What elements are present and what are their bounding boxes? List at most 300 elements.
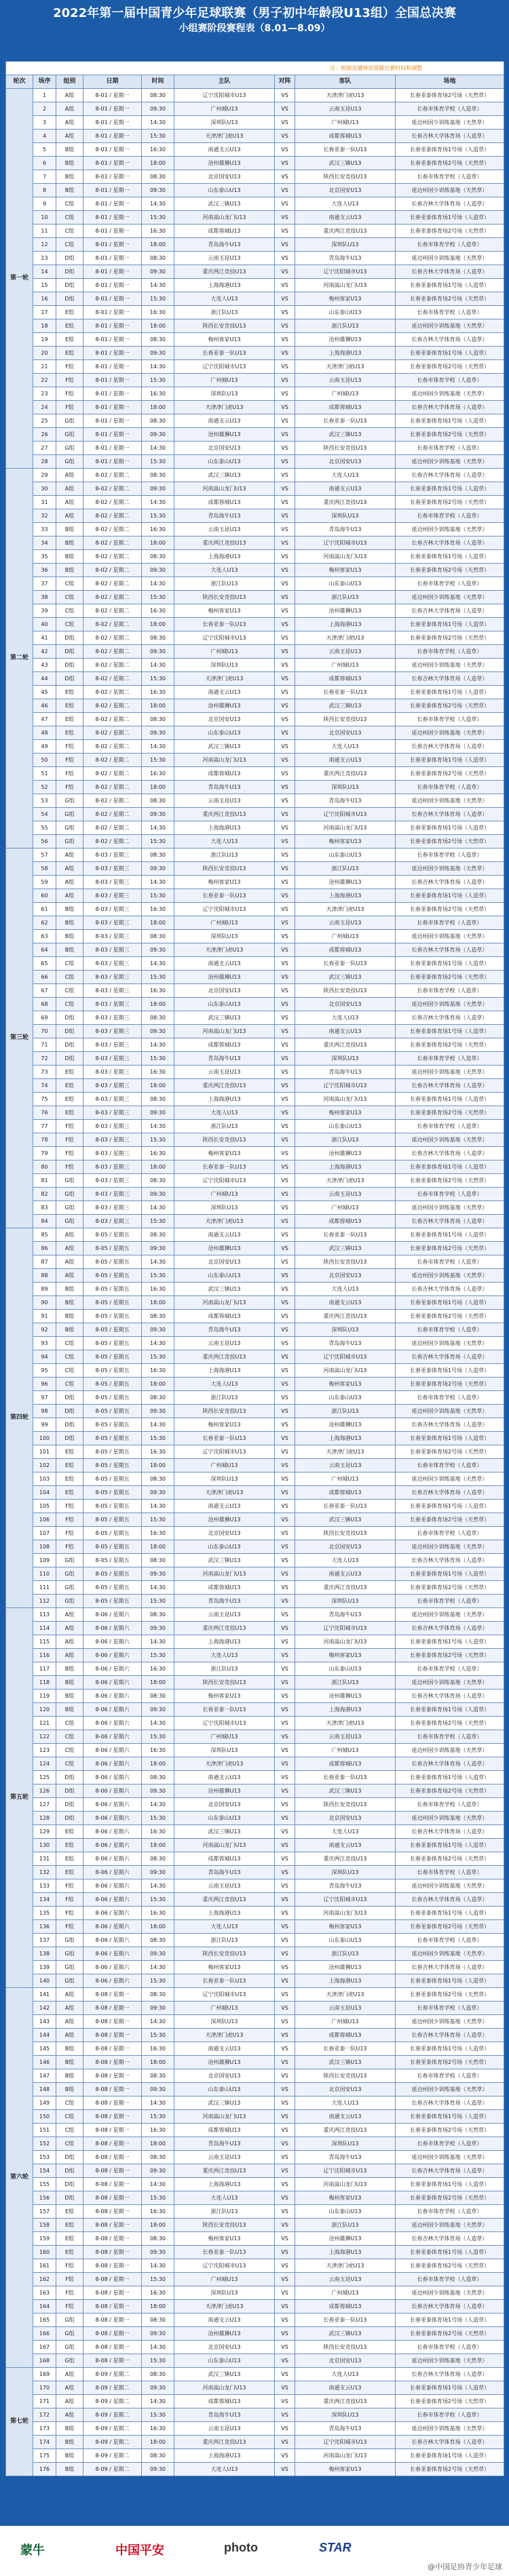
home-team: 沧州雄狮U13 [174,699,275,713]
home-team: 大连人U13 [174,835,275,848]
match-number: 128 [33,1812,56,1825]
vs-cell: VS [275,672,295,686]
table-row [6,1581,504,1595]
vs-cell: VS [275,591,295,604]
away-team: 河南嵩山龙门U13 [295,1364,396,1378]
table-row [6,1323,504,1337]
venue-cell: 长春市体育学校（人造草） [396,577,504,591]
venue-cell: 长春吉林大学体育场（人造草） [396,265,504,279]
date-cell: 8-01 / 星期一 [83,319,142,333]
venue-cell: 长春亚泰体育场2号场（天然草） [396,1649,504,1662]
home-team: 成都蓉城U13 [174,1852,275,1866]
away-team: 云南玉昆U13 [295,2273,396,2286]
home-team: 北京国安U13 [174,1255,275,1269]
away-team: 深圳队U13 [295,781,396,794]
away-team: 青岛海牛U13 [295,1879,396,1893]
column-header: 日期 [83,75,142,89]
table-row [6,292,504,306]
group-cell: E组 [56,1866,83,1879]
home-team: 辽宁沈阳城市U13 [174,631,275,645]
vs-cell: VS [275,2056,295,2069]
home-team: 浙江队U13 [174,306,275,319]
table-row [6,1690,504,1703]
venue-cell: 长春市体育学校（人造草） [396,2273,504,2286]
away-team: 上海海港U13 [295,889,396,903]
home-team: 天津津门虎U13 [174,2029,275,2042]
time-cell: 09:30 [142,1622,174,1635]
vs-cell: VS [275,984,295,998]
vs-cell: VS [275,1893,295,1907]
table-row [6,252,504,265]
time-cell: 14:30 [142,1879,174,1893]
away-team: 深圳队U13 [295,1595,396,1608]
away-team: 南通支云U13 [295,1839,396,1852]
away-team: 沧州雄狮U13 [295,333,396,347]
group-cell: A组 [56,1255,83,1269]
date-cell: 8-03 / 星期三 [83,1120,142,1133]
away-team: 沧州雄狮U13 [295,876,396,889]
match-number: 9 [33,197,56,211]
away-team: 梅州客家U13 [295,292,396,306]
time-cell: 09:30 [142,347,174,360]
home-team: 山东泰山U13 [174,455,275,469]
group-cell: B组 [56,550,83,564]
vs-cell: VS [275,1405,295,1418]
vs-cell: VS [275,1174,295,1188]
column-header: 客队 [295,75,396,89]
date-cell: 8-06 / 星期六 [83,1744,142,1757]
group-cell: D组 [56,2164,83,2178]
vs-cell: VS [275,442,295,455]
date-cell: 8-08 / 星期一 [83,2096,142,2110]
date-cell: 8-05 / 星期五 [83,1554,142,1567]
date-cell: 8-01 / 星期一 [83,225,142,238]
group-cell: F组 [56,2259,83,2273]
home-team: 深圳队U13 [174,1472,275,1486]
vs-cell: VS [275,1622,295,1635]
away-team: 深圳队U13 [295,1052,396,1066]
home-team: 深圳队U13 [174,930,275,943]
home-team: 青岛海牛U13 [174,238,275,252]
home-team: 深圳队U13 [174,2286,275,2300]
vs-cell: VS [275,1825,295,1839]
match-number: 158 [33,2219,56,2232]
vs-cell: VS [275,1744,295,1757]
table-row [6,1771,504,1784]
away-team: 河南嵩山龙门U13 [295,279,396,292]
match-number: 130 [33,1839,56,1852]
time-cell: 14:30 [142,496,174,509]
match-number: 49 [33,740,56,754]
round-label: 第一轮 [6,89,33,469]
date-cell: 8-08 / 星期一 [83,2069,142,2083]
away-team: 梅州客家U13 [295,2463,396,2476]
date-cell: 8-05 / 星期五 [83,1310,142,1323]
table-row [6,2191,504,2205]
away-team: 广州城U13 [295,2015,396,2029]
table-row [6,469,504,482]
home-team: 北京国安U13 [174,2069,275,2083]
date-cell: 8-05 / 星期五 [83,1323,142,1337]
group-cell: C组 [56,618,83,631]
vs-cell: VS [275,2205,295,2219]
match-number: 121 [33,1717,56,1730]
match-number: 86 [33,1242,56,1255]
group-cell: A组 [56,130,83,143]
date-cell: 8-01 / 星期一 [83,252,142,265]
home-team: 河南嵩山龙门U13 [174,211,275,225]
away-team: 河南嵩山龙门U13 [295,1907,396,1920]
venue-cell: 长春亚泰体育场1号场（人造草） [396,1907,504,1920]
table-row [6,2042,504,2056]
time-cell: 09:30 [142,1486,174,1500]
venue-cell: 长春市体育学校（人造草） [396,1730,504,1744]
group-cell: B组 [56,930,83,943]
home-team: 上海海港U13 [174,279,275,292]
table-row [6,2137,504,2151]
match-number: 56 [33,835,56,848]
venue-cell: 长春亚泰体育场2号场（天然草） [396,1784,504,1798]
table-row [6,1622,504,1635]
time-cell: 08:30 [142,1228,174,1242]
venue-cell: 长春吉林大学体育场（人造草） [396,2232,504,2246]
group-cell: E组 [56,726,83,740]
home-team: 山东泰山U13 [174,1812,275,1825]
vs-cell: VS [275,523,295,536]
group-cell: F组 [56,2300,83,2314]
date-cell: 8-03 / 星期三 [83,1188,142,1201]
venue-cell: 长春吉林大学体育场（人造草） [396,943,504,957]
away-team: 沧州雄狮U13 [295,1690,396,1703]
date-cell: 8-03 / 星期三 [83,1052,142,1066]
date-cell: 8-02 / 星期二 [83,631,142,645]
home-team: 成都蓉城U13 [174,1038,275,1052]
match-number: 146 [33,2056,56,2069]
home-team: 梅州客家U13 [174,604,275,618]
time-cell: 15:30 [142,1052,174,1066]
venue-cell: 延边州国少训练基地（天然草） [396,116,504,130]
home-team: 上海海港U13 [174,2178,275,2191]
home-team: 沧州雄狮U13 [174,1513,275,1527]
date-cell: 8-08 / 星期一 [83,2151,142,2164]
vs-cell: VS [275,2422,295,2436]
match-number: 140 [33,1974,56,1988]
match-number: 149 [33,2096,56,2110]
table-row [6,618,504,631]
home-team: 云南玉昆U13 [174,252,275,265]
table-row [6,1988,504,2002]
table-row [6,889,504,903]
away-team: 北京国安U13 [295,2083,396,2096]
group-cell: A组 [56,116,83,130]
group-cell: G组 [56,2341,83,2354]
date-cell: 8-06 / 星期六 [83,1934,142,1947]
time-cell: 08:30 [142,930,174,943]
table-row [6,2083,504,2096]
venue-cell: 长春亚泰体育场2号场（天然草） [396,2395,504,2408]
group-cell: F组 [56,1120,83,1133]
date-cell: 8-01 / 星期一 [83,428,142,442]
vs-cell: VS [275,2246,295,2259]
date-cell: 8-02 / 星期二 [83,767,142,781]
time-cell: 14:30 [142,1201,174,1215]
home-team: 天津津门虎U13 [174,2300,275,2314]
away-team: 重庆两江竞技U13 [295,1310,396,1323]
venue-cell: 长春吉林大学体育场（人造草） [396,2368,504,2381]
home-team: 南通支云U13 [174,2042,275,2056]
venue-cell: 长春吉林大学体育场（人造草） [396,876,504,889]
vs-cell: VS [275,808,295,821]
home-team: 武汉三镇U13 [174,1825,275,1839]
match-number: 139 [33,1961,56,1974]
away-team: 武汉三镇U13 [295,1242,396,1255]
vs-cell: VS [275,1228,295,1242]
match-number: 168 [33,2354,56,2368]
table-row [6,496,504,509]
home-team: 辽宁沈阳城市U13 [174,2259,275,2273]
match-number: 145 [33,2042,56,2056]
time-cell: 16:30 [142,604,174,618]
group-cell: D组 [56,672,83,686]
home-team: 天津津门虎U13 [174,401,275,414]
group-cell: E组 [56,1852,83,1866]
table-row [6,645,504,659]
table-row [6,2056,504,2069]
venue-cell: 长春吉林大学体育场（人造草） [396,1011,504,1025]
date-cell: 8-01 / 星期一 [83,238,142,252]
match-number: 102 [33,1459,56,1472]
venue-cell: 长春吉林大学体育场（人造草） [396,808,504,821]
time-cell: 16:30 [142,2124,174,2137]
venue-cell: 长春亚泰体育场2号场（天然草） [396,2056,504,2069]
time-cell: 15:30 [142,2110,174,2124]
home-team: 上海海港U13 [174,821,275,835]
venue-cell: 延边州国少训练基地（天然草） [396,1269,504,1283]
match-number: 117 [33,1662,56,1676]
home-team: 武汉三镇U13 [174,1283,275,1296]
group-cell: F组 [56,374,83,387]
time-cell: 14:30 [142,821,174,835]
date-cell: 8-08 / 星期一 [83,2029,142,2042]
date-cell: 8-01 / 星期一 [83,89,142,102]
venue-cell: 长春亚泰体育场1号场（人造草） [396,2314,504,2327]
home-team: 长春亚泰一队U13 [174,347,275,360]
time-cell: 09:30 [142,1242,174,1255]
vs-cell: VS [275,1025,295,1038]
table-row [6,509,504,523]
vs-cell: VS [275,835,295,848]
time-cell: 08:30 [142,252,174,265]
date-cell: 8-02 / 星期二 [83,672,142,686]
date-cell: 8-02 / 星期二 [83,794,142,808]
vs-cell: VS [275,2002,295,2015]
away-team: 青岛海牛U13 [295,2151,396,2164]
match-number: 1 [33,89,56,102]
vs-cell: VS [275,876,295,889]
time-cell: 15:30 [142,1432,174,1445]
match-number: 34 [33,536,56,550]
group-cell: E组 [56,1106,83,1120]
venue-cell: 长春亚泰体育场1号场（人造草） [396,143,504,157]
home-team: 武汉三镇U13 [174,2096,275,2110]
home-team: 深圳队U13 [174,387,275,401]
home-team: 山东泰山U13 [174,726,275,740]
date-cell: 8-01 / 星期一 [83,292,142,306]
time-cell: 14:30 [142,1581,174,1595]
vs-cell: VS [275,2286,295,2300]
table-row [6,699,504,713]
home-team: 辽宁沈阳城市U13 [174,1174,275,1188]
home-team: 长春亚泰一队U13 [174,1703,275,1717]
venue-cell: 长春市体育学校（人造草） [396,1459,504,1472]
time-cell: 14:30 [142,2178,174,2191]
away-team: 河南嵩山龙门U13 [295,1635,396,1649]
home-team: 上海海港U13 [174,1093,275,1106]
group-cell: F组 [56,2273,83,2286]
date-cell: 8-06 / 星期六 [83,1784,142,1798]
home-team: 梅州客家U13 [174,1690,275,1703]
time-cell: 08:30 [142,1472,174,1486]
home-team: 武汉三镇U13 [174,740,275,754]
home-team: 重庆两江竞技U13 [174,808,275,821]
time-cell: 15:30 [142,2191,174,2205]
vs-cell: VS [275,930,295,943]
time-cell: 14:30 [142,876,174,889]
group-cell: F组 [56,754,83,767]
date-cell: 8-05 / 星期五 [83,1405,142,1418]
table-row [6,2354,504,2368]
away-team: 长春亚泰一队U13 [295,143,396,157]
match-number: 23 [33,387,56,401]
date-cell: 8-06 / 星期六 [83,1879,142,1893]
time-cell: 15:30 [142,211,174,225]
time-cell: 16:30 [142,143,174,157]
time-cell: 15:30 [142,2273,174,2286]
time-cell: 18:00 [142,157,174,170]
table-row [6,808,504,821]
venue-cell: 长春亚泰体育场2号场（天然草） [396,496,504,509]
venue-cell: 长春吉林大学体育场（人造草） [396,672,504,686]
time-cell: 14:30 [142,197,174,211]
match-number: 134 [33,1893,56,1907]
vs-cell: VS [275,401,295,414]
time-cell: 15:30 [142,1812,174,1825]
venue-cell: 长春吉林大学体育场（人造草） [396,2029,504,2042]
venue-cell: 长春吉林大学体育场（人造草） [396,401,504,414]
home-team: 浙江队U13 [174,1934,275,1947]
vs-cell: VS [275,2368,295,2381]
venue-cell: 长春市体育学校（人造草） [396,645,504,659]
date-cell: 8-02 / 星期二 [83,808,142,821]
column-header: 组别 [56,75,83,89]
vs-cell: VS [275,1839,295,1852]
venue-cell: 长春市体育学校（人造草） [396,102,504,116]
time-cell: 16:30 [142,1825,174,1839]
group-cell: C组 [56,1757,83,1771]
away-team: 云南玉昆U13 [295,2002,396,2015]
group-cell: A组 [56,469,83,482]
group-cell: B组 [56,564,83,577]
match-number: 144 [33,2029,56,2042]
date-cell: 8-06 / 星期六 [83,1690,142,1703]
date-cell: 8-06 / 星期六 [83,1961,142,1974]
match-number: 96 [33,1378,56,1391]
group-cell: C组 [56,591,83,604]
group-cell: C组 [56,238,83,252]
group-cell: D组 [56,1418,83,1432]
match-number: 2 [33,102,56,116]
match-number: 61 [33,903,56,916]
vs-cell: VS [275,1812,295,1825]
match-number: 81 [33,1174,56,1188]
away-team: 武汉三镇U13 [295,428,396,442]
venue-cell: 长春亚泰体育场2号场（天然草） [396,1242,504,1255]
home-team: 长春亚泰一队U13 [174,1974,275,1988]
match-number: 64 [33,943,56,957]
away-team: 浙江队U13 [295,319,396,333]
match-number: 174 [33,2436,56,2449]
venue-cell: 延边州国少训练基地（天然草） [396,319,504,333]
time-cell: 14:30 [142,442,174,455]
date-cell: 8-09 / 星期二 [83,2449,142,2463]
group-cell: F组 [56,1527,83,1540]
time-cell: 08:30 [142,1690,174,1703]
vs-cell: VS [275,1730,295,1744]
table-row [6,2164,504,2178]
home-team: 云南玉昆U13 [174,2151,275,2164]
away-team: 成都蓉城U13 [295,943,396,957]
vs-cell: VS [275,252,295,265]
home-team: 陕西长安竞技U13 [174,591,275,604]
match-number: 11 [33,225,56,238]
date-cell: 8-08 / 星期一 [83,2164,142,2178]
home-team: 重庆两江竞技U13 [174,1079,275,1093]
sponsor-footer [0,2526,509,2576]
home-team: 上海海港U13 [174,2449,275,2463]
table-row [6,1934,504,1947]
date-cell: 8-03 / 星期三 [83,1093,142,1106]
match-number: 38 [33,591,56,604]
group-cell: B组 [56,1283,83,1296]
match-number: 119 [33,1690,56,1703]
time-cell: 08:30 [142,794,174,808]
match-number: 21 [33,360,56,374]
match-number: 131 [33,1852,56,1866]
vs-cell: VS [275,889,295,903]
match-number: 53 [33,794,56,808]
table-row [6,2246,504,2259]
venue-cell: 长春市体育学校（人造草） [396,1120,504,1133]
date-cell: 8-02 / 星期二 [83,713,142,726]
home-team: 山东泰山U13 [174,1540,275,1554]
group-cell: E组 [56,333,83,347]
home-team: 广州城U13 [174,374,275,387]
away-team: 山东泰山U13 [295,577,396,591]
venue-cell: 延边州国少训练基地（天然草） [396,184,504,197]
vs-cell: VS [275,2029,295,2042]
time-cell: 09:30 [142,1405,174,1418]
group-cell: C组 [56,225,83,238]
home-team: 梅州客家U13 [174,1418,275,1432]
group-cell: A组 [56,1622,83,1635]
home-team: 北京国安U13 [174,170,275,184]
home-team: 南通支云U13 [174,143,275,157]
match-number: 10 [33,211,56,225]
vs-cell: VS [275,1608,295,1622]
vs-cell: VS [275,1920,295,1934]
vs-cell: VS [275,1690,295,1703]
table-row [6,1527,504,1540]
